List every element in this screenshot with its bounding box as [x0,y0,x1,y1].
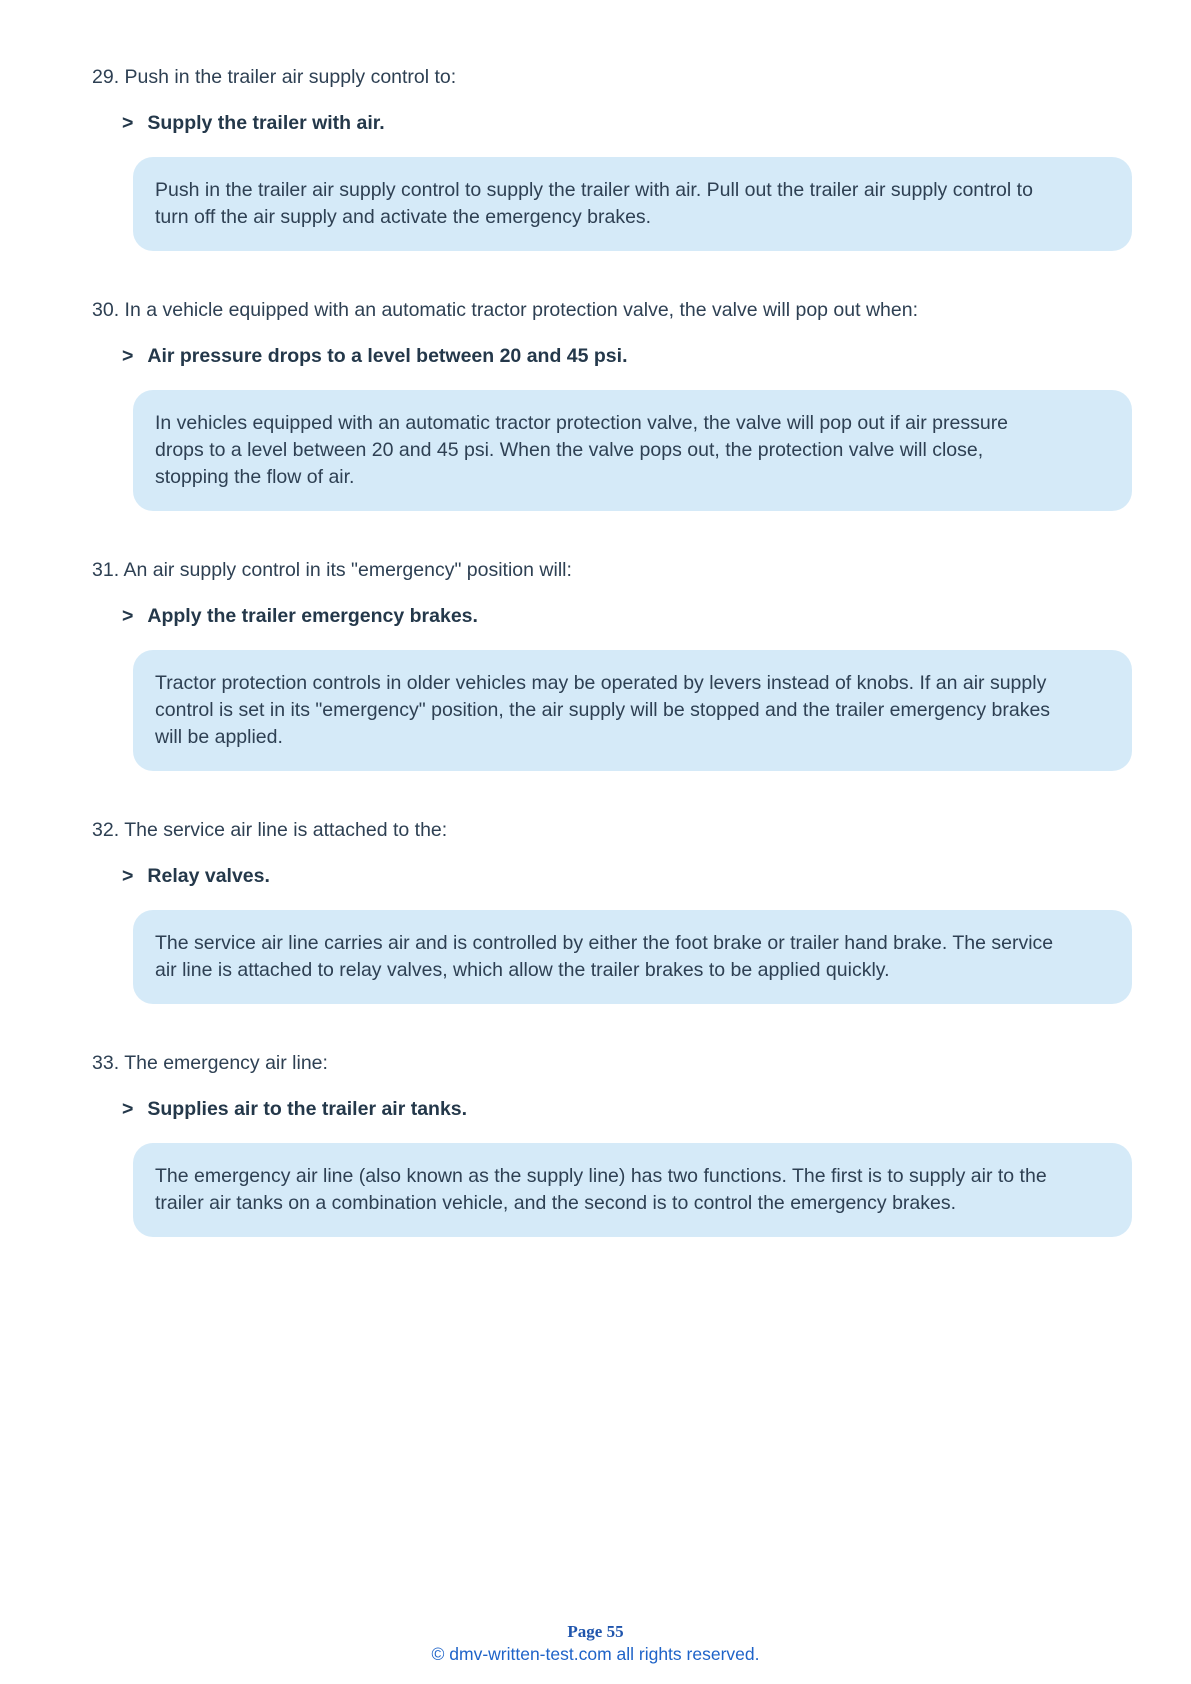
question-number: 31. [92,559,120,581]
question-text: The emergency air line: [124,1052,328,1074]
question-block-30 [92,297,1141,511]
answer-marker: > [122,345,134,367]
answer-row [122,603,1141,629]
explanation-box [133,390,1132,511]
page-number-label: Page 55 [567,1622,624,1641]
answer-row [122,110,1141,136]
copyright-text: © dmv-written-test.com all rights reserved. [431,1644,760,1664]
answer-row [122,1096,1141,1122]
question-number: 29. [92,66,120,88]
question-title [92,1050,1112,1076]
question-text: In a vehicle equipped with an automatic tractor protection valve, the valve will pop out when: [124,299,918,321]
answer-row [122,863,1141,889]
question-text: An air supply control in its "emergency" position will: [123,559,572,581]
answer-marker: > [122,1098,134,1120]
question-number: 30. [92,299,120,321]
question-title [92,64,1112,90]
explanation-box [133,910,1132,1004]
explanation-text: The service air line carries air and is controlled by either the foot brake or trailer hand brake. The service air line is attached to relay valves, which allow the trailer brakes to be applied quickly. [155,932,1054,981]
question-title [92,817,1112,843]
answer-marker: > [122,112,134,134]
explanation-box [133,157,1132,251]
explanation-text: Push in the trailer air supply control to supply the trailer with air. Pull out the trailer air supply control to turn off the air supply and activate the emergency brakes. [155,179,1033,228]
question-block-32 [92,817,1141,1004]
explanation-text: Tractor protection controls in older vehicles may be operated by levers instead of knobs. If an air supply control is set in its "emergency" position, the air supply will be stopped and the trailer emergency brakes will be applied. [155,672,1051,748]
answer-marker: > [122,605,134,627]
answer-text: Air pressure drops to a level between 20 and 45 psi. [147,345,628,367]
explanation-text: In vehicles equipped with an automatic tractor protection valve, the valve will pop out if air pressure drops to a level between 20 and 45 psi. When the valve pops out, the protection valve will close, stopping the flow of air. [155,412,1009,488]
answer-text: Supply the trailer with air. [147,112,385,134]
answer-text: Apply the trailer emergency brakes. [147,605,478,627]
question-text: The service air line is attached to the: [124,819,448,841]
question-title [92,297,1112,323]
question-title [92,557,1112,583]
answer-row [122,343,1141,369]
answer-text: Supplies air to the trailer air tanks. [147,1098,468,1120]
explanation-box [133,1143,1132,1237]
question-block-31 [92,557,1141,771]
question-block-33 [92,1050,1141,1237]
explanation-box [133,650,1132,771]
answer-text: Relay valves. [147,865,270,887]
page-footer [0,1621,1191,1666]
question-number: 32. [92,819,120,841]
explanation-text: The emergency air line (also known as the supply line) has two functions. The first is to supply air to the trailer air tanks on a combination vehicle, and the second is to control the emergency brakes. [155,1165,1047,1214]
question-block-29 [92,64,1141,251]
question-text: Push in the trailer air supply control to: [124,66,457,88]
answer-marker: > [122,865,134,887]
question-number: 33. [92,1052,120,1074]
